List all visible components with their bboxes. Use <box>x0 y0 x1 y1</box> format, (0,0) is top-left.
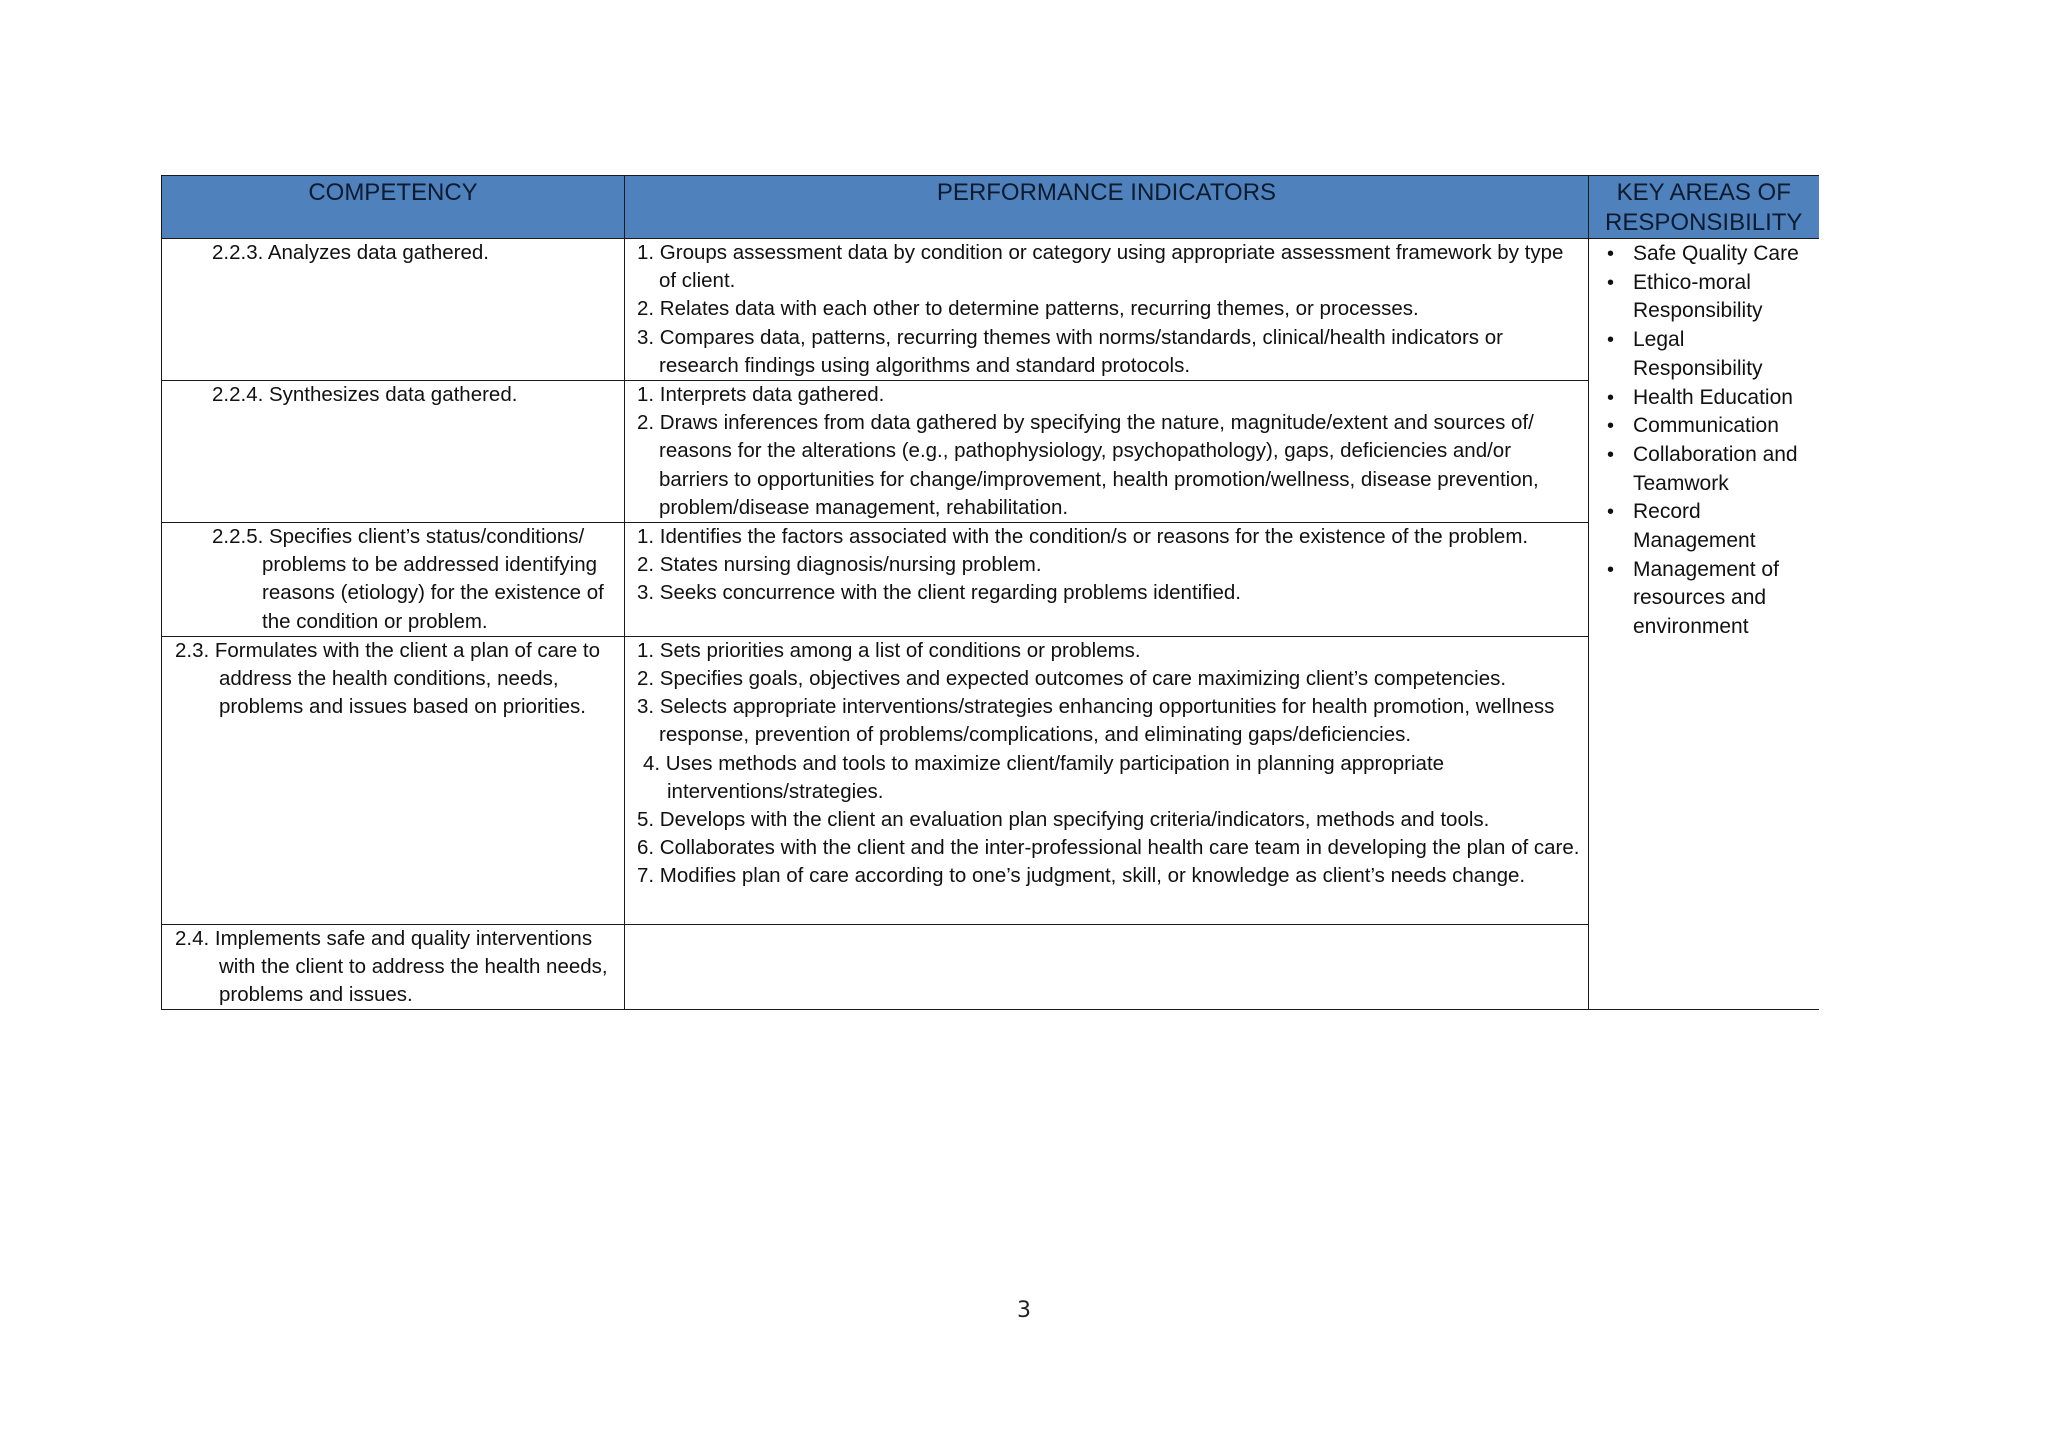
table-row <box>162 523 1819 637</box>
header-competency: COMPETENCY <box>162 176 625 239</box>
key-area-item: • Health Education <box>1607 384 1815 413</box>
key-area-item: • Record Management <box>1607 498 1815 555</box>
indicator-item: 7. Modifies plan of care according to one’s judgment, skill, or knowledge as client’s needs change. <box>637 864 1526 888</box>
table-row <box>162 239 1819 381</box>
competency-cell <box>162 381 625 523</box>
indicator-item: 1. Sets priorities among a list of conditions or problems. <box>637 638 1141 662</box>
competency-text-continued: with the client to address the health needs, problems and issues. <box>219 955 608 1007</box>
indicator-item: 4. Uses methods and tools to maximize client/family participation in planning appropriate interventions/strategies. <box>643 751 1445 803</box>
key-areas-cell <box>1589 239 1819 1010</box>
indicator-item: 5. Develops with the client an evaluation plan specifying criteria/indicators, methods and tools. <box>637 808 1490 832</box>
indicators-cell <box>625 636 1589 924</box>
header-performance-indicators: PERFORMANCE INDICATORS <box>625 176 1589 239</box>
competency-cell <box>162 239 625 381</box>
competency-text: 2.3. Formulates with the client a plan of care to <box>175 638 601 662</box>
competency-text: 2.4. Implements safe and quality interventions <box>175 926 593 950</box>
table-row <box>162 924 1819 1010</box>
header-key-areas-line2: RESPONSIBILITY <box>1605 209 1803 236</box>
competency-cell <box>162 523 625 637</box>
indicator-item: 1. Identifies the factors associated with the condition/s or reasons for the existence of the problem. <box>637 525 1529 549</box>
indicators-cell <box>625 523 1589 637</box>
key-area-item: • Communication <box>1607 412 1815 441</box>
competency-cell <box>162 636 625 924</box>
header-key-areas-line1: KEY AREAS OF <box>1616 179 1791 206</box>
key-area-item: • Management of resources and environment <box>1607 556 1815 642</box>
page-number: 3 <box>1017 1298 1031 1323</box>
indicator-item: 2. Relates data with each other to determine patterns, recurring themes, or processes. <box>637 297 1419 321</box>
indicators-cell-empty <box>625 924 1589 1010</box>
competency-table <box>161 175 1819 1010</box>
indicator-item: 6. Collaborates with the client and the inter-professional health care team in developing the plan of care. <box>637 836 1580 860</box>
table-header-row <box>162 176 1819 239</box>
competency-text: 2.2.5. Specifies client’s status/conditions/ <box>212 525 585 549</box>
indicator-item: 1. Interprets data gathered. <box>637 383 885 407</box>
key-area-item: • Legal Responsibility <box>1607 326 1815 383</box>
indicators-cell <box>625 381 1589 523</box>
indicator-item: 2. States nursing diagnosis/nursing problem. <box>637 553 1042 577</box>
indicator-item: 3. Selects appropriate interventions/strategies enhancing opportunities for health promotion, wellness response, prevention of problems/complications, and eliminating gaps/deficiencies. <box>637 695 1555 747</box>
key-area-item: • Safe Quality Care <box>1607 240 1815 269</box>
indicators-cell <box>625 239 1589 381</box>
competency-text: 2.2.4. Synthesizes data gathered. <box>212 383 518 407</box>
key-areas-list <box>1589 239 1819 642</box>
competency-text-continued: address the health conditions, needs, problems and issues based on priorities. <box>219 667 586 719</box>
indicator-item: 1. Groups assessment data by condition or category using appropriate assessment framework by type of client. <box>637 241 1564 293</box>
indicator-item: 3. Compares data, patterns, recurring themes with norms/standards, clinical/health indicators or research findings using algorithms and standard protocols. <box>637 325 1503 377</box>
indicator-item: 2. Draws inferences from data gathered by specifying the nature, magnitude/extent and sources of/ reasons for the alterations (e.g., pathophysiology, psychopathology), gaps, deficiencies and/or barriers to opportunities for change/improvement, health promotion/wellness, disease prevention, problem/disease management, rehabilitation. <box>637 411 1539 519</box>
table-row <box>162 381 1819 523</box>
competency-cell <box>162 924 625 1010</box>
competency-text: 2.2.3. Analyzes data gathered. <box>212 241 489 264</box>
indicator-item: 3. Seeks concurrence with the client regarding problems identified. <box>637 581 1241 605</box>
table-row <box>162 636 1819 924</box>
competency-text-continued: problems to be addressed identifying reasons (etiology) for the existence of the condition or problem. <box>262 553 604 633</box>
key-area-item: • Ethico-moral Responsibility <box>1607 269 1815 326</box>
indicator-item: 2. Specifies goals, objectives and expected outcomes of care maximizing client’s competencies. <box>637 667 1507 691</box>
header-key-areas <box>1589 176 1819 239</box>
key-area-item: • Collaboration and Teamwork <box>1607 441 1815 498</box>
